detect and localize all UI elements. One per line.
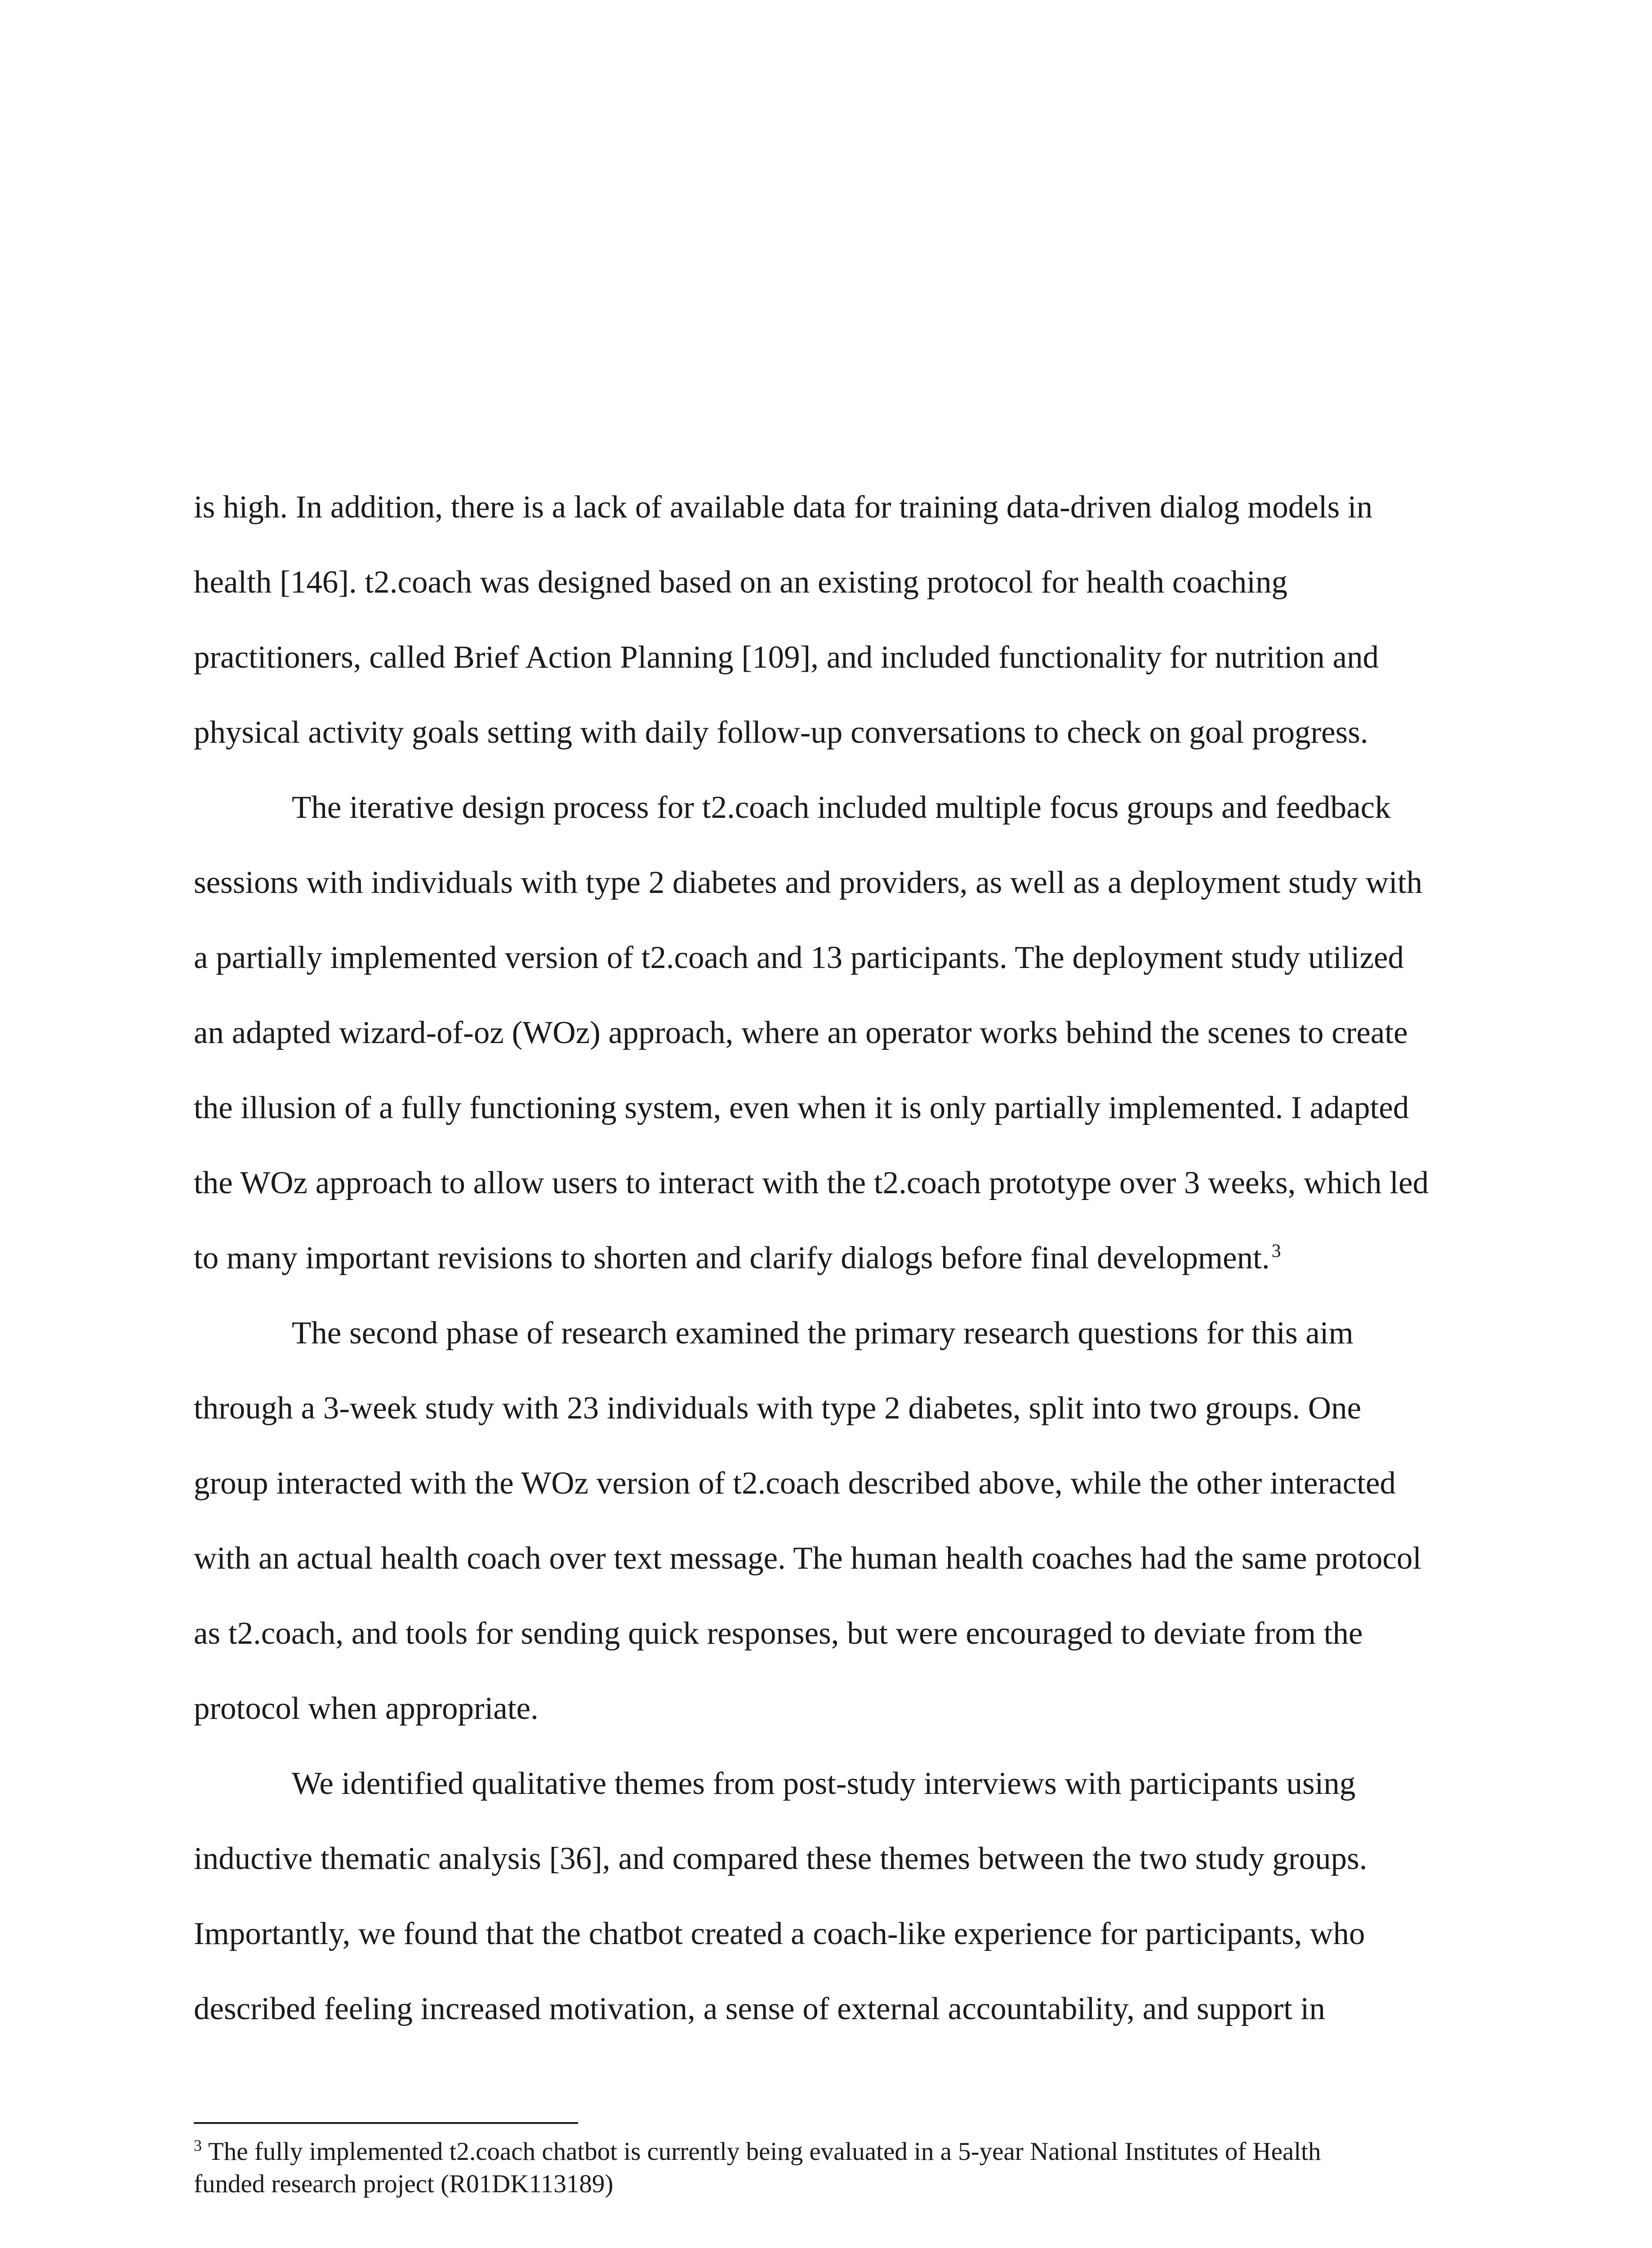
paragraph-2 <box>194 770 1452 1296</box>
text-line: health [146]. t2.coach was designed based on an existing protocol for health coaching <box>194 565 1287 600</box>
text-line: The second phase of research examined the primary research questions for this aim <box>292 1316 1354 1351</box>
text-line: protocol when appropriate. <box>194 1691 539 1726</box>
text-line: We identified qualitative themes from post-study interviews with participants using <box>292 1766 1356 1801</box>
text-line: an adapted wizard-of-oz (WOz) approach, where an operator works behind the scenes to create <box>194 1015 1408 1050</box>
text-line: with an actual health coach over text message. The human health coaches had the same protocol <box>194 1541 1422 1576</box>
text-line: the WOz approach to allow users to interact with the t2.coach prototype over 3 weeks, which led <box>194 1165 1429 1200</box>
footnote-line: funded research project (R01DK113189) <box>194 2170 614 2198</box>
footnote-mark: 3 <box>194 2136 202 2154</box>
body-text <box>194 470 1452 2047</box>
text-line: the illusion of a fully functioning system, even when it is only partially implemented. I adapted <box>194 1090 1409 1125</box>
footnote-line <box>194 2136 1452 2168</box>
paragraph-3 <box>194 1296 1452 1746</box>
text-line: physical activity goals setting with daily follow-up conversations to check on goal progress. <box>194 715 1368 750</box>
footnote-text: The fully implemented t2.coach chatbot is currently being evaluated in a 5-year National Institutes of Health <box>208 2137 1321 2166</box>
text-line: inductive thematic analysis [36], and compared these themes between the two study groups. <box>194 1841 1367 1876</box>
footnote <box>194 2136 1452 2200</box>
text-line-with-footnote-ref <box>194 1221 1452 1296</box>
text-line: sessions with individuals with type 2 diabetes and providers, as well as a deployment study with <box>194 865 1423 900</box>
footnote-reference[interactable]: 3 <box>1271 1241 1281 1262</box>
text-line: practitioners, called Brief Action Planning [109], and included functionality for nutrition and <box>194 640 1379 675</box>
paragraph-4 <box>194 1746 1452 2047</box>
text-line: to many important revisions to shorten and clarify dialogs before final development. <box>194 1240 1270 1276</box>
text-line: as t2.coach, and tools for sending quick responses, but were encouraged to deviate from the <box>194 1616 1363 1651</box>
text-line: The iterative design process for t2.coach included multiple focus groups and feedback <box>292 790 1391 825</box>
text-line: Importantly, we found that the chatbot created a coach-like experience for participants, who <box>194 1916 1365 1951</box>
text-line: a partially implemented version of t2.coach and 13 participants. The deployment study utilized <box>194 940 1404 975</box>
text-line: group interacted with the WOz version of t2.coach described above, while the other interacted <box>194 1466 1396 1501</box>
text-line: is high. In addition, there is a lack of available data for training data-driven dialog models in <box>194 490 1373 525</box>
footnote-separator <box>194 2122 578 2124</box>
paragraph-1 <box>194 470 1452 770</box>
text-line: through a 3-week study with 23 individuals with type 2 diabetes, split into two groups. One <box>194 1391 1362 1426</box>
text-line: described feeling increased motivation, a sense of external accountability, and support in <box>194 1991 1325 2026</box>
